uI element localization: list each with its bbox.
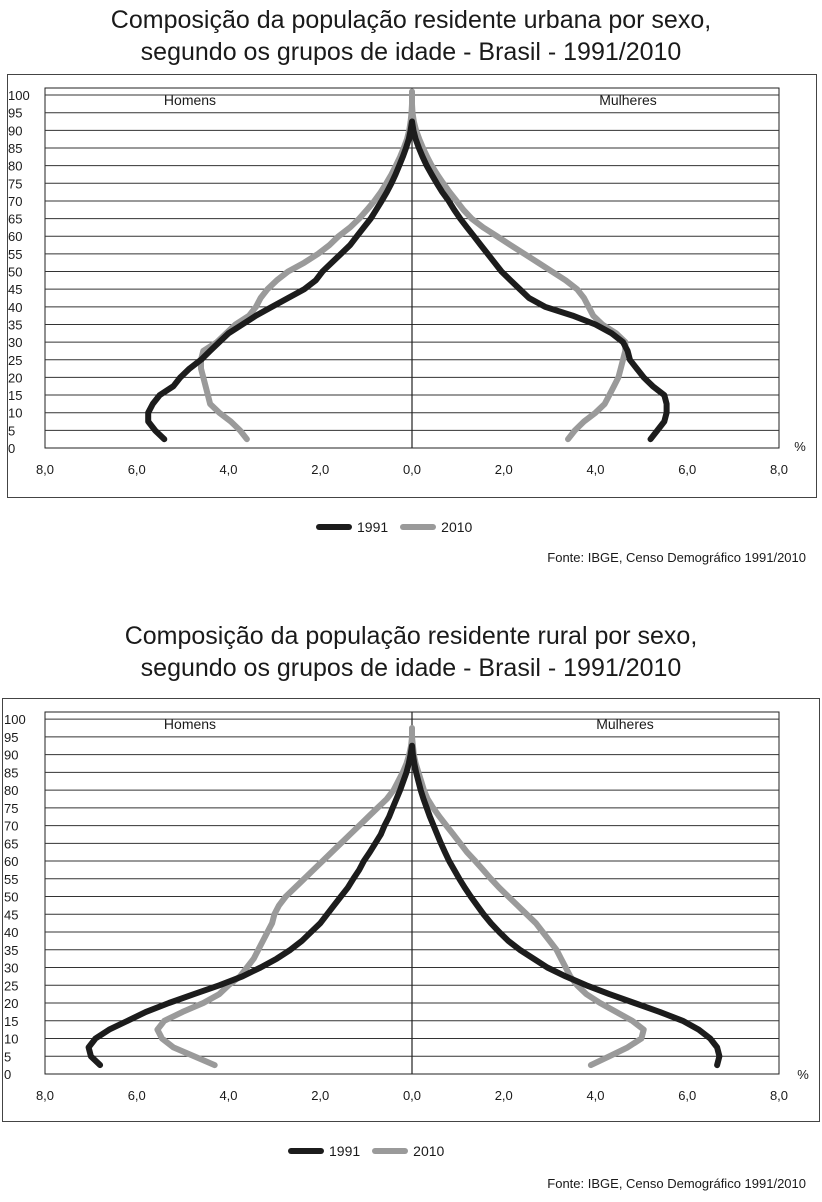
- y-tick-label: 5: [8, 423, 16, 439]
- y-tick-label: 50: [8, 264, 23, 280]
- legend-item-2010: [400, 519, 472, 535]
- y-tick-label: 70: [4, 818, 19, 834]
- legend-swatch-2010: [372, 1148, 408, 1154]
- pyramid-chart-urban: [0, 74, 822, 498]
- x-tick-label: 8,0: [769, 462, 789, 477]
- label-mulheres: Mulheres: [599, 92, 657, 108]
- y-tick-label: 60: [4, 854, 19, 870]
- y-tick-label: 5: [4, 1049, 12, 1065]
- x-tick-label: 0,0: [402, 1088, 422, 1103]
- y-tick-label: 75: [4, 800, 19, 816]
- legend-label-2010: 2010: [413, 1143, 445, 1159]
- label-homens: Homens: [163, 716, 217, 732]
- legend-swatch-1991: [316, 524, 352, 530]
- legend-label-1991: 1991: [357, 519, 389, 535]
- y-tick-label: 25: [8, 352, 23, 368]
- y-tick-label: 50: [4, 889, 19, 905]
- y-tick-label: 25: [4, 978, 19, 994]
- y-tick-label: 85: [4, 765, 19, 781]
- title-line-2: segundo os grupos de idade - Brasil - 1991/2010: [140, 654, 682, 682]
- source-note-urban: Fonte: IBGE, Censo Demográfico 1991/2010: [547, 550, 806, 565]
- label-homens: Homens: [163, 92, 217, 108]
- y-tick-label: 65: [4, 836, 19, 852]
- x-tick-label: 4,0: [219, 1088, 238, 1103]
- y-tick-label: 90: [8, 123, 23, 139]
- legend-urban: [316, 519, 484, 535]
- y-tick-label: 45: [8, 282, 23, 298]
- y-tick-label: 40: [4, 925, 19, 941]
- y-tick-label: 95: [8, 105, 23, 121]
- title-line-2: segundo os grupos de idade - Brasil - 1991/2010: [140, 38, 682, 66]
- y-tick-label: 10: [8, 405, 23, 421]
- y-tick-label: 10: [4, 1031, 19, 1047]
- y-tick-label: 75: [8, 176, 23, 192]
- x-tick-label: 2,0: [494, 462, 513, 477]
- y-tick-label: 95: [4, 729, 19, 745]
- x-tick-label: 2,0: [311, 1088, 330, 1103]
- y-tick-label: 15: [8, 388, 23, 404]
- legend-item-1991: [316, 519, 388, 535]
- y-tick-label: 20: [4, 996, 19, 1012]
- y-tick-label: 100: [4, 712, 26, 728]
- legend-label-2010: 2010: [441, 519, 473, 535]
- x-tick-label: 2,0: [311, 462, 330, 477]
- label-mulheres: Mulheres: [596, 716, 654, 732]
- x-tick-label: 6,0: [678, 462, 697, 477]
- legend-item-1991: [288, 1143, 360, 1159]
- y-tick-label: 100: [8, 88, 30, 104]
- pyramid-chart-rural: [0, 698, 822, 1122]
- x-tick-label: 2,0: [494, 1088, 513, 1103]
- y-tick-label: 20: [8, 370, 23, 386]
- y-tick-label: 70: [8, 193, 23, 209]
- legend-item-2010: [372, 1143, 444, 1159]
- x-tick-label: 6,0: [678, 1088, 697, 1103]
- title-line-1: Composição da população residente rural por sexo,: [124, 622, 698, 650]
- x-tick-label: 6,0: [127, 1088, 146, 1103]
- x-tick-label: 6,0: [127, 462, 146, 477]
- chart-title-rural: [0, 620, 822, 684]
- y-tick-label: 85: [8, 141, 23, 156]
- x-tick-label: 4,0: [219, 462, 238, 477]
- y-tick-label: 0: [4, 1067, 12, 1082]
- unit-label: %: [797, 1067, 809, 1082]
- unit-label: %: [794, 439, 806, 454]
- x-tick-label: 8,0: [35, 462, 55, 477]
- y-tick-label: 30: [4, 960, 19, 976]
- y-tick-label: 65: [8, 211, 23, 227]
- legend-label-1991: 1991: [329, 1143, 361, 1159]
- y-tick-label: 80: [8, 158, 23, 174]
- source-note-rural: Fonte: IBGE, Censo Demográfico 1991/2010: [547, 1176, 806, 1191]
- x-tick-label: 4,0: [586, 462, 605, 477]
- x-tick-label: 0,0: [402, 462, 422, 477]
- y-tick-label: 80: [4, 783, 19, 799]
- y-tick-label: 35: [8, 317, 23, 333]
- legend-swatch-2010: [400, 524, 436, 530]
- legend-swatch-1991: [288, 1148, 324, 1154]
- y-tick-label: 15: [4, 1013, 19, 1029]
- chart-title-urban: [0, 4, 822, 68]
- y-tick-label: 35: [4, 942, 19, 958]
- x-tick-label: 4,0: [586, 1088, 605, 1103]
- y-tick-label: 55: [4, 871, 19, 887]
- y-tick-label: 40: [8, 299, 23, 315]
- y-tick-label: 45: [4, 907, 19, 923]
- y-tick-label: 60: [8, 229, 23, 245]
- x-tick-label: 8,0: [35, 1088, 55, 1103]
- legend-rural: [288, 1143, 456, 1159]
- title-line-1: Composição da população residente urbana por sexo,: [110, 6, 712, 34]
- y-tick-label: 90: [4, 747, 19, 763]
- y-tick-label: 55: [8, 246, 23, 262]
- y-tick-label: 0: [8, 441, 16, 456]
- x-tick-label: 8,0: [769, 1088, 789, 1103]
- y-tick-label: 30: [8, 335, 23, 351]
